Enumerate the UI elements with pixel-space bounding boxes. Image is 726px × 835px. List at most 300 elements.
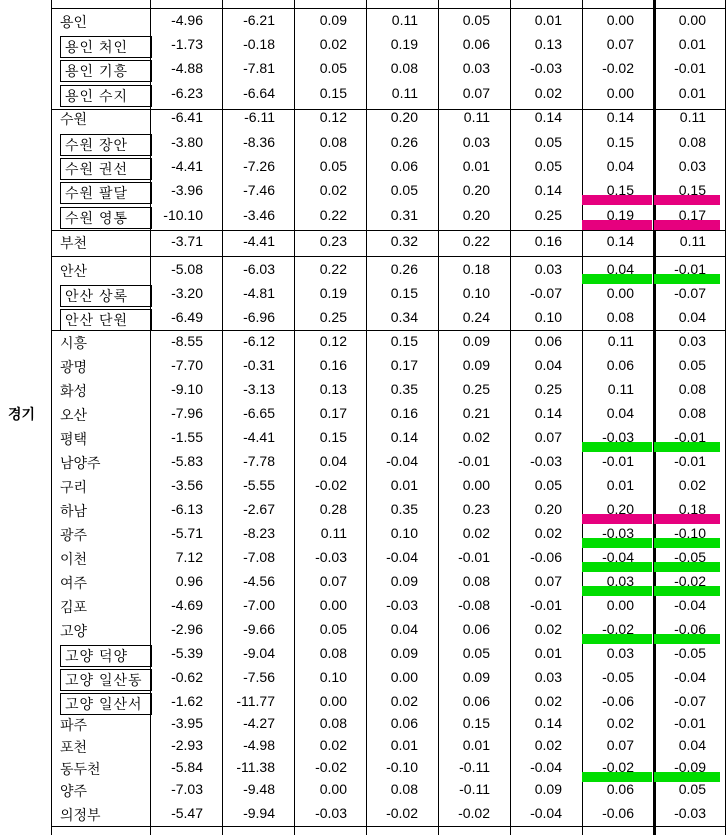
value-cell: 0.03 xyxy=(678,333,706,349)
value-cell: 0.13 xyxy=(319,381,347,397)
value-cell: -7.26 xyxy=(243,158,275,174)
value-cell: -5.71 xyxy=(171,525,203,541)
value-cell: -4.56 xyxy=(243,573,275,589)
value-cell: -0.18 xyxy=(243,36,275,52)
value-cell: -7.78 xyxy=(243,453,275,469)
value-cell: -7.03 xyxy=(171,781,203,797)
value-cell: -6.12 xyxy=(243,333,275,349)
value-cell: 0.05 xyxy=(319,60,347,76)
value-cell: 0.18 xyxy=(678,501,706,517)
value-cell: -7.70 xyxy=(171,357,203,373)
value-cell: -0.31 xyxy=(243,357,275,373)
value-cell: 0.03 xyxy=(678,158,706,174)
value-cell: 0.00 xyxy=(319,597,347,613)
value-cell: -0.04 xyxy=(386,453,418,469)
value-cell: 0.10 xyxy=(319,669,347,685)
value-cell: -0.04 xyxy=(602,549,634,565)
value-cell: 0.05 xyxy=(678,781,706,797)
value-cell: -3.71 xyxy=(171,233,203,249)
value-cell: -0.06 xyxy=(530,549,562,565)
value-cell: -4.81 xyxy=(243,285,275,301)
value-cell: 0.07 xyxy=(462,85,490,101)
value-cell: 0.31 xyxy=(390,207,418,223)
value-cell: -9.48 xyxy=(243,781,275,797)
value-cell: 0.06 xyxy=(606,781,634,797)
value-cell: 0.04 xyxy=(606,405,634,421)
value-cell: 0.25 xyxy=(319,309,347,325)
value-cell: 0.19 xyxy=(319,285,347,301)
value-cell: -0.10 xyxy=(674,525,706,541)
value-cell: -7.00 xyxy=(243,597,275,613)
value-cell: 0.20 xyxy=(462,207,490,223)
value-cell: -2.96 xyxy=(171,621,203,637)
value-cell: 0.02 xyxy=(534,525,562,541)
value-cell: -6.65 xyxy=(243,405,275,421)
value-cell: 0.05 xyxy=(534,158,562,174)
value-cell: -10.10 xyxy=(163,207,203,223)
row-label: 수원 팔달 xyxy=(60,182,152,204)
row-label: 안산 상록 xyxy=(60,285,152,307)
value-cell: -5.47 xyxy=(171,805,203,821)
value-cell: -8.36 xyxy=(243,134,275,150)
value-cell: -0.01 xyxy=(602,453,634,469)
value-cell: -6.96 xyxy=(243,309,275,325)
value-cell: 0.08 xyxy=(319,715,347,731)
value-cell: -2.93 xyxy=(171,737,203,753)
row-label: 오산 xyxy=(60,407,88,423)
value-cell: 0.20 xyxy=(534,501,562,517)
value-cell: -3.20 xyxy=(171,285,203,301)
value-cell: -0.04 xyxy=(530,805,562,821)
value-cell: -11.38 xyxy=(236,759,275,775)
value-cell: -3.96 xyxy=(171,182,203,198)
value-cell: 0.14 xyxy=(534,109,562,125)
value-cell: 0.32 xyxy=(390,233,418,249)
value-cell: 0.08 xyxy=(678,405,706,421)
value-cell: 0.26 xyxy=(390,134,418,150)
row-label: 양주 xyxy=(60,783,88,799)
value-cell: 0.00 xyxy=(390,669,418,685)
row-label: 수원 영통 xyxy=(60,207,152,229)
value-cell: 0.02 xyxy=(319,36,347,52)
value-cell: 0.05 xyxy=(462,645,490,661)
value-cell: -0.03 xyxy=(530,453,562,469)
value-cell: 0.02 xyxy=(319,737,347,753)
value-cell: 0.13 xyxy=(534,36,562,52)
value-cell: 0.06 xyxy=(462,36,490,52)
value-cell: 0.11 xyxy=(679,233,706,249)
column-gridline xyxy=(51,0,52,835)
row-label: 남양주 xyxy=(60,455,101,471)
value-cell: -0.08 xyxy=(458,597,490,613)
value-cell: 0.01 xyxy=(534,645,562,661)
value-cell: 0.00 xyxy=(606,285,634,301)
value-cell: -3.80 xyxy=(171,134,203,150)
value-cell: -3.13 xyxy=(243,381,275,397)
value-cell: 0.01 xyxy=(390,477,418,493)
value-cell: 0.05 xyxy=(390,182,418,198)
value-cell: 0.14 xyxy=(606,109,634,125)
value-cell: 0.01 xyxy=(534,12,562,28)
value-cell: -0.03 xyxy=(315,549,347,565)
row-label: 평택 xyxy=(60,431,88,447)
value-cell: 0.11 xyxy=(391,12,418,28)
value-cell: -0.03 xyxy=(315,805,347,821)
value-cell: 0.14 xyxy=(606,233,634,249)
value-cell: -0.62 xyxy=(171,669,203,685)
value-cell: -0.02 xyxy=(458,805,490,821)
value-cell: 0.07 xyxy=(606,737,634,753)
value-cell: -0.10 xyxy=(386,759,418,775)
value-cell: 0.00 xyxy=(319,781,347,797)
value-cell: 0.10 xyxy=(534,309,562,325)
value-cell: 0.11 xyxy=(607,333,634,349)
value-cell: 0.22 xyxy=(319,207,347,223)
row-label: 광주 xyxy=(60,527,88,543)
value-cell: -4.96 xyxy=(171,12,203,28)
value-cell: -0.04 xyxy=(386,549,418,565)
value-cell: 0.06 xyxy=(462,621,490,637)
value-cell: 0.15 xyxy=(462,715,490,731)
value-cell: -7.56 xyxy=(243,669,275,685)
value-cell: 0.08 xyxy=(606,309,634,325)
value-cell: 0.22 xyxy=(462,233,490,249)
value-cell: 0.01 xyxy=(462,737,490,753)
value-cell: -4.41 xyxy=(243,233,275,249)
value-cell: -0.04 xyxy=(674,597,706,613)
value-cell: 0.00 xyxy=(606,597,634,613)
row-label: 동두천 xyxy=(60,761,101,777)
value-cell: -7.81 xyxy=(243,60,275,76)
value-cell: -0.01 xyxy=(674,429,706,445)
value-cell: 0.02 xyxy=(534,737,562,753)
value-cell: 0.16 xyxy=(390,405,418,421)
value-cell: 0.04 xyxy=(534,357,562,373)
value-cell: -0.05 xyxy=(674,645,706,661)
value-cell: -6.21 xyxy=(243,12,275,28)
value-cell: 0.08 xyxy=(462,573,490,589)
value-cell: -5.84 xyxy=(171,759,203,775)
value-cell: 0.04 xyxy=(678,309,706,325)
value-cell: -3.56 xyxy=(171,477,203,493)
value-cell: 0.01 xyxy=(390,737,418,753)
value-cell: -5.55 xyxy=(243,477,275,493)
row-label: 수원 권선 xyxy=(60,158,152,180)
value-cell: 0.00 xyxy=(606,12,634,28)
value-cell: 0.10 xyxy=(462,285,490,301)
row-label: 용인 처인 xyxy=(60,36,152,58)
value-cell: -0.07 xyxy=(674,693,706,709)
value-cell: 0.04 xyxy=(606,158,634,174)
value-cell: 0.20 xyxy=(462,182,490,198)
value-cell: 0.08 xyxy=(390,60,418,76)
value-cell: -0.02 xyxy=(602,621,634,637)
value-cell: 0.07 xyxy=(319,573,347,589)
value-cell: 0.09 xyxy=(390,573,418,589)
value-cell: -6.11 xyxy=(244,109,275,125)
value-cell: 0.03 xyxy=(606,573,634,589)
row-label: 안산 xyxy=(60,263,88,279)
value-cell: -0.04 xyxy=(674,669,706,685)
value-cell: 0.96 xyxy=(175,573,203,589)
value-cell: 0.22 xyxy=(319,261,347,277)
value-cell: 0.14 xyxy=(534,715,562,731)
value-cell: -4.69 xyxy=(171,597,203,613)
value-cell: -6.64 xyxy=(243,85,275,101)
value-cell: 0.02 xyxy=(534,621,562,637)
value-cell: 0.01 xyxy=(678,85,706,101)
value-cell: -11.77 xyxy=(236,693,275,709)
value-cell: -0.03 xyxy=(674,805,706,821)
value-cell: -1.62 xyxy=(171,693,203,709)
value-cell: 0.00 xyxy=(319,693,347,709)
value-cell: 0.02 xyxy=(606,715,634,731)
value-cell: 0.16 xyxy=(319,357,347,373)
value-cell: 0.12 xyxy=(319,333,347,349)
value-cell: 0.19 xyxy=(606,207,634,223)
value-cell: 0.25 xyxy=(462,381,490,397)
value-cell: 0.00 xyxy=(606,85,634,101)
value-cell: 0.08 xyxy=(319,645,347,661)
value-cell: -0.01 xyxy=(674,261,706,277)
value-cell: 0.04 xyxy=(319,453,347,469)
value-cell: 0.17 xyxy=(390,357,418,373)
value-cell: 0.00 xyxy=(678,12,706,28)
value-cell: 0.06 xyxy=(462,693,490,709)
value-cell: 0.09 xyxy=(390,645,418,661)
row-label: 부천 xyxy=(60,235,88,251)
value-cell: -5.08 xyxy=(171,261,203,277)
value-cell: -4.41 xyxy=(243,429,275,445)
value-cell: 0.02 xyxy=(678,477,706,493)
value-cell: 0.26 xyxy=(390,261,418,277)
row-label: 용인 기흥 xyxy=(60,60,152,82)
value-cell: -0.03 xyxy=(386,597,418,613)
value-cell: -0.01 xyxy=(530,597,562,613)
value-cell: 0.04 xyxy=(390,621,418,637)
value-cell: -0.03 xyxy=(602,525,634,541)
value-cell: -9.04 xyxy=(243,645,275,661)
value-cell: 0.18 xyxy=(462,261,490,277)
region-label: 경기 xyxy=(8,406,36,422)
value-cell: 0.20 xyxy=(606,501,634,517)
value-cell: 0.02 xyxy=(319,182,347,198)
value-cell: 0.01 xyxy=(462,158,490,174)
value-cell: 0.11 xyxy=(320,525,347,541)
value-cell: -8.23 xyxy=(243,525,275,541)
value-cell: -0.07 xyxy=(530,285,562,301)
value-cell: 0.11 xyxy=(391,85,418,101)
row-gridline xyxy=(51,330,726,331)
value-cell: 0.12 xyxy=(319,109,347,125)
value-cell: 0.09 xyxy=(462,669,490,685)
row-label: 안산 단원 xyxy=(60,309,152,331)
value-cell: 0.35 xyxy=(390,381,418,397)
row-label: 시흥 xyxy=(60,335,88,351)
row-label: 고양 xyxy=(60,623,88,639)
row-label: 파주 xyxy=(60,717,88,733)
value-cell: 0.23 xyxy=(462,501,490,517)
value-cell: 0.06 xyxy=(606,357,634,373)
value-cell: -8.55 xyxy=(171,333,203,349)
value-cell: 0.15 xyxy=(606,134,634,150)
row-label: 광명 xyxy=(60,359,88,375)
row-label: 김포 xyxy=(60,599,88,615)
value-cell: 0.08 xyxy=(678,134,706,150)
value-cell: 0.02 xyxy=(462,525,490,541)
value-cell: -7.46 xyxy=(243,182,275,198)
value-cell: -0.01 xyxy=(674,715,706,731)
row-label: 의정부 xyxy=(60,807,101,823)
row-label: 고양 일산서 xyxy=(60,693,152,715)
value-cell: 0.02 xyxy=(534,693,562,709)
value-cell: 0.06 xyxy=(390,158,418,174)
value-cell: 0.23 xyxy=(319,233,347,249)
value-cell: -1.73 xyxy=(171,36,203,52)
value-cell: 0.08 xyxy=(678,381,706,397)
value-cell: 0.15 xyxy=(390,333,418,349)
value-cell: -6.03 xyxy=(243,261,275,277)
value-cell: -7.08 xyxy=(243,549,275,565)
value-cell: 0.09 xyxy=(462,333,490,349)
value-cell: 0.17 xyxy=(319,405,347,421)
value-cell: -0.06 xyxy=(674,621,706,637)
row-label: 하남 xyxy=(60,503,88,519)
row-label: 고양 일산동 xyxy=(60,669,152,691)
value-cell: -5.83 xyxy=(171,453,203,469)
value-cell: 0.14 xyxy=(534,405,562,421)
value-cell: 0.11 xyxy=(679,109,706,125)
value-cell: -4.27 xyxy=(243,715,275,731)
value-cell: 7.12 xyxy=(175,549,203,565)
value-cell: 0.04 xyxy=(606,261,634,277)
value-cell: 0.16 xyxy=(534,233,562,249)
row-label: 구리 xyxy=(60,479,88,495)
value-cell: 0.17 xyxy=(678,207,706,223)
value-cell: 0.06 xyxy=(390,715,418,731)
value-cell: -0.04 xyxy=(530,759,562,775)
row-label: 화성 xyxy=(60,383,88,399)
value-cell: -0.02 xyxy=(602,759,634,775)
value-cell: 0.07 xyxy=(606,36,634,52)
value-cell: 0.02 xyxy=(534,85,562,101)
value-cell: 0.05 xyxy=(678,357,706,373)
value-cell: -0.02 xyxy=(602,60,634,76)
row-label: 이천 xyxy=(60,551,88,567)
value-cell: -0.01 xyxy=(674,60,706,76)
value-cell: 0.15 xyxy=(606,182,634,198)
value-cell: -0.03 xyxy=(530,60,562,76)
value-cell: -9.10 xyxy=(171,381,203,397)
value-cell: -0.05 xyxy=(602,669,634,685)
value-cell: -6.41 xyxy=(171,109,203,125)
value-cell: 0.15 xyxy=(319,85,347,101)
value-cell: 0.34 xyxy=(390,309,418,325)
value-cell: 0.03 xyxy=(606,645,634,661)
value-cell: -0.07 xyxy=(674,285,706,301)
value-cell: 0.03 xyxy=(534,261,562,277)
row-label: 수원 장안 xyxy=(60,134,152,156)
value-cell: -0.02 xyxy=(315,477,347,493)
row-gridline xyxy=(51,826,726,827)
value-cell: 0.02 xyxy=(390,693,418,709)
value-cell: 0.15 xyxy=(390,285,418,301)
value-cell: 0.02 xyxy=(462,429,490,445)
value-cell: -4.88 xyxy=(171,60,203,76)
value-cell: -5.39 xyxy=(171,645,203,661)
value-cell: 0.05 xyxy=(319,158,347,174)
value-cell: -3.46 xyxy=(243,207,275,223)
value-cell: -0.06 xyxy=(602,693,634,709)
value-cell: 0.07 xyxy=(534,573,562,589)
value-cell: -7.96 xyxy=(171,405,203,421)
value-cell: -3.95 xyxy=(171,715,203,731)
value-cell: -0.02 xyxy=(315,759,347,775)
value-cell: -0.01 xyxy=(458,549,490,565)
row-gridline xyxy=(51,230,726,231)
value-cell: 0.20 xyxy=(390,109,418,125)
value-cell: -0.09 xyxy=(674,759,706,775)
value-cell: 0.07 xyxy=(534,429,562,445)
value-cell: 0.25 xyxy=(534,381,562,397)
value-cell: -0.02 xyxy=(386,805,418,821)
value-cell: 0.14 xyxy=(534,182,562,198)
value-cell: 0.03 xyxy=(534,669,562,685)
row-label: 용인 xyxy=(60,14,88,30)
value-cell: 0.15 xyxy=(678,182,706,198)
row-label: 수원 xyxy=(60,111,88,127)
value-cell: 0.09 xyxy=(462,357,490,373)
value-cell: -4.98 xyxy=(243,737,275,753)
value-cell: -4.41 xyxy=(171,158,203,174)
value-cell: 0.14 xyxy=(390,429,418,445)
value-cell: -0.05 xyxy=(674,549,706,565)
value-cell: 0.03 xyxy=(462,60,490,76)
value-cell: -0.01 xyxy=(458,453,490,469)
value-cell: 0.04 xyxy=(678,737,706,753)
value-cell: 0.11 xyxy=(607,381,634,397)
value-cell: -6.49 xyxy=(171,309,203,325)
value-cell: 0.09 xyxy=(319,12,347,28)
row-label: 용인 수지 xyxy=(60,85,152,107)
row-gridline xyxy=(51,8,726,9)
value-cell: 0.06 xyxy=(534,333,562,349)
row-gridline xyxy=(51,256,726,257)
value-cell: 0.09 xyxy=(534,781,562,797)
value-cell: 0.15 xyxy=(319,429,347,445)
value-cell: 0.11 xyxy=(463,109,490,125)
value-cell: -0.06 xyxy=(602,805,634,821)
value-cell: 0.21 xyxy=(462,405,490,421)
value-cell: -0.03 xyxy=(602,429,634,445)
value-cell: 0.01 xyxy=(678,36,706,52)
value-cell: 0.08 xyxy=(390,781,418,797)
row-label: 고양 덕양 xyxy=(60,645,152,667)
value-cell: -0.11 xyxy=(459,781,490,797)
value-cell: -9.66 xyxy=(243,621,275,637)
value-cell: 0.05 xyxy=(534,134,562,150)
value-cell: 0.05 xyxy=(534,477,562,493)
value-cell: 0.05 xyxy=(319,621,347,637)
value-cell: 0.28 xyxy=(319,501,347,517)
value-cell: 0.19 xyxy=(390,36,418,52)
value-cell: 0.01 xyxy=(606,477,634,493)
value-cell: 0.35 xyxy=(390,501,418,517)
value-cell: -0.01 xyxy=(674,453,706,469)
value-cell: 0.10 xyxy=(390,525,418,541)
value-cell: 0.25 xyxy=(534,207,562,223)
value-cell: 0.24 xyxy=(462,309,490,325)
